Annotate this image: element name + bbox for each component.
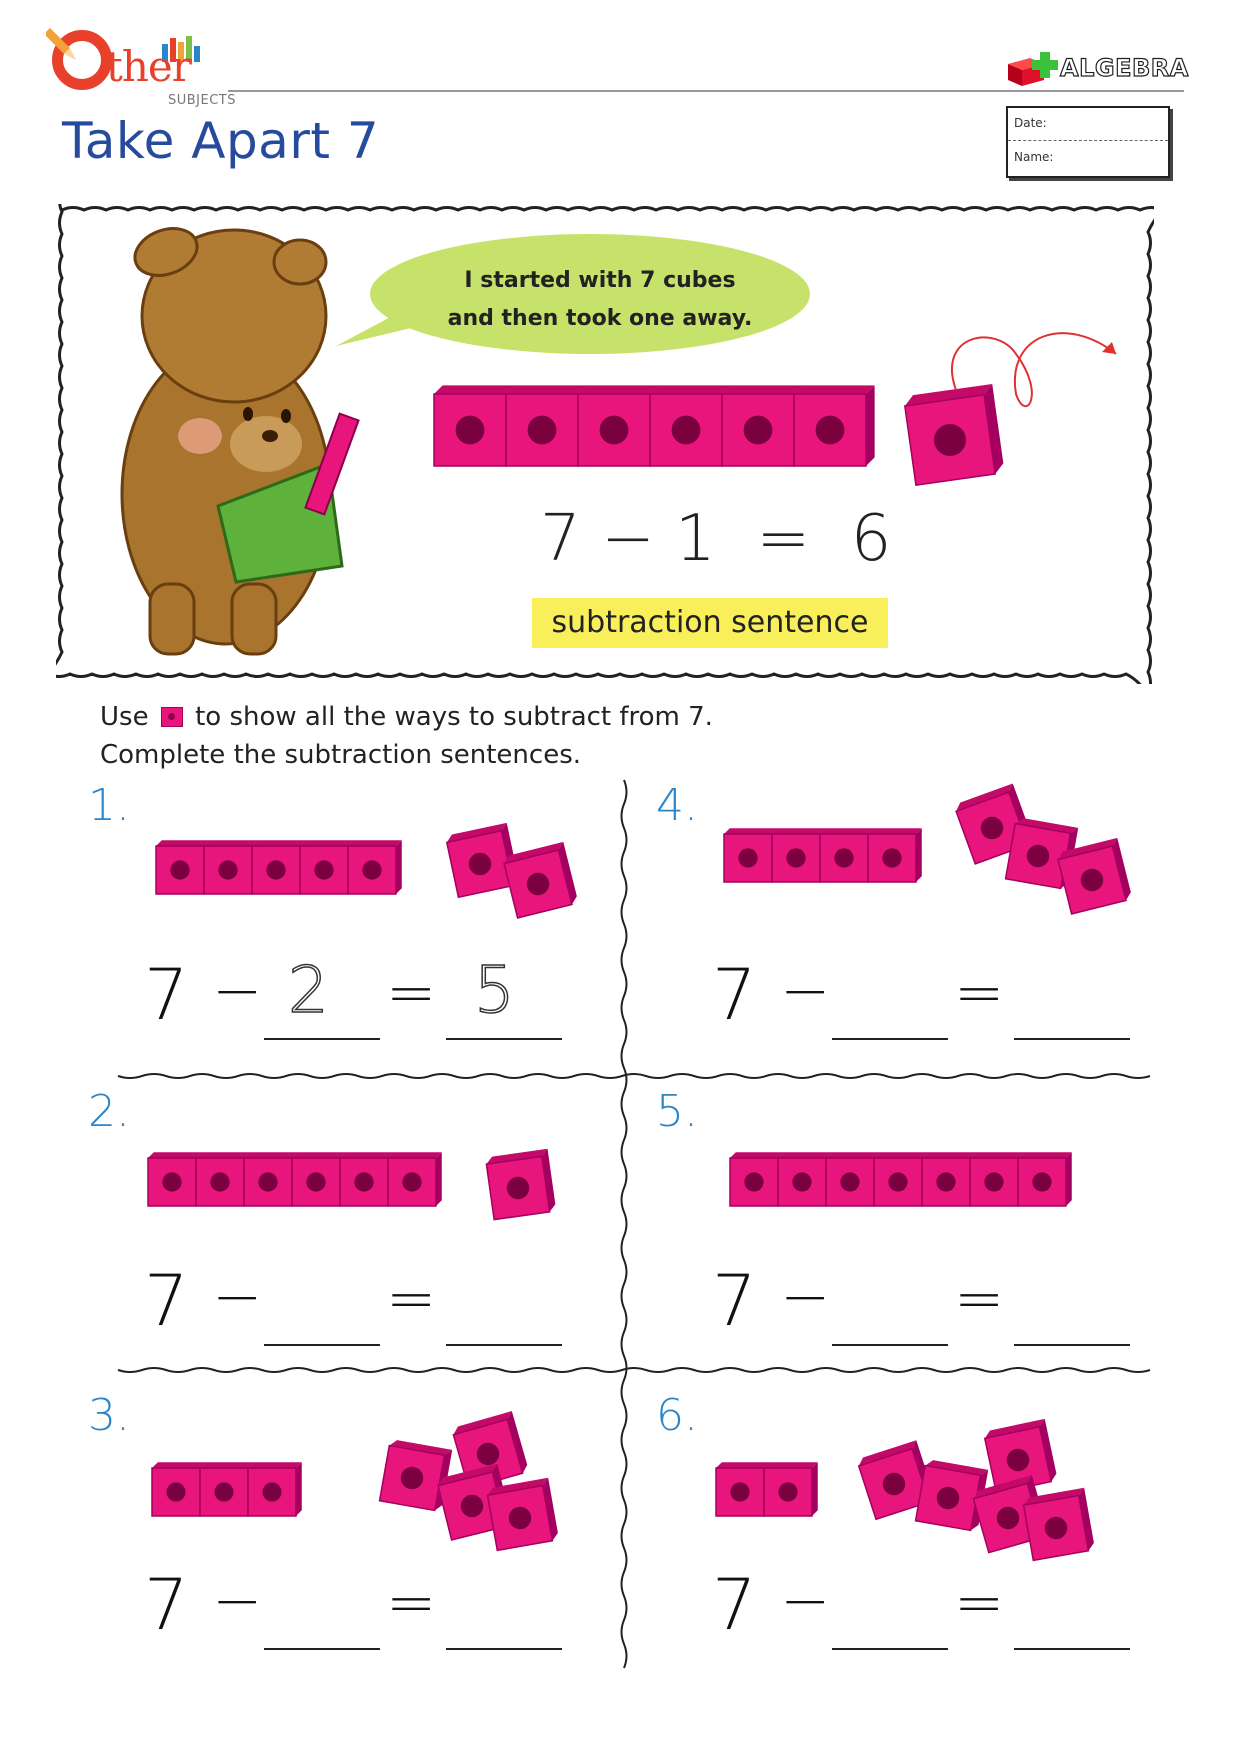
instruction-use: Use <box>100 702 149 732</box>
answer-blank[interactable] <box>1014 1648 1130 1650</box>
instruction-rest: to show all the ways to subtract from 7. <box>195 702 713 732</box>
answer-blank[interactable] <box>446 1038 562 1040</box>
train-cube <box>874 1152 928 1206</box>
train-cube <box>778 1152 832 1206</box>
equals-sign: = <box>954 958 1005 1028</box>
minus-sign: − <box>780 1566 831 1636</box>
date-label: Date: <box>1014 116 1047 130</box>
subtrahend-blank[interactable] <box>832 1038 948 1040</box>
speech-line-2: and then took one away. <box>447 306 753 331</box>
train-cube <box>1018 1152 1072 1206</box>
subtrahend-blank[interactable] <box>832 1344 948 1346</box>
subtraction-sentence-tag: subtraction sentence <box>532 598 888 648</box>
problem-number: 1. <box>88 780 130 831</box>
train-cube <box>248 1462 302 1516</box>
problem-number: 3. <box>88 1390 130 1441</box>
equals-sign: = <box>386 1264 437 1334</box>
train-cube <box>772 828 826 882</box>
example-equation: 7 − 1 = 6 <box>540 502 892 576</box>
problem-number: 6. <box>656 1390 698 1441</box>
train-cube <box>826 1152 880 1206</box>
loose-cube <box>1022 1488 1095 1561</box>
subtrahend-field[interactable]: 2 <box>288 954 329 1028</box>
minus-sign: − <box>212 1262 263 1332</box>
train-cube <box>970 1152 1024 1206</box>
speech-line-1: I started with 7 cubes <box>464 268 736 293</box>
subject-label: ALGEBRA <box>1060 54 1189 82</box>
answer-blank[interactable] <box>446 1648 562 1650</box>
answer-blank[interactable] <box>446 1344 562 1346</box>
train-cube <box>244 1152 298 1206</box>
loose-cube <box>485 1149 556 1220</box>
train-cube <box>152 1462 206 1516</box>
train-cube <box>300 840 354 894</box>
minus-sign: − <box>212 1566 263 1636</box>
train-cube <box>204 840 258 894</box>
equals-sign: = <box>386 1568 437 1638</box>
answer-blank[interactable] <box>1014 1038 1130 1040</box>
train-cube <box>868 828 922 882</box>
start-number: 7 <box>712 1260 757 1342</box>
train-cube <box>292 1152 346 1206</box>
problem-cubes <box>148 783 1132 1560</box>
minus-sign: − <box>780 1262 831 1332</box>
train-cube <box>252 840 306 894</box>
subtrahend-blank[interactable] <box>264 1648 380 1650</box>
answer-blank[interactable] <box>1014 1344 1130 1346</box>
instruction-line-2: Complete the subtraction sentences. <box>100 740 581 770</box>
train-cube <box>764 1462 818 1516</box>
horizontal-divider-1 <box>118 1074 1150 1078</box>
logo-subtitle: SUBJECTS <box>168 93 237 108</box>
train-cube <box>340 1152 394 1206</box>
start-number: 7 <box>712 1564 757 1646</box>
start-number: 7 <box>712 954 757 1036</box>
minus-sign: − <box>780 956 831 1026</box>
problem-number: 2. <box>88 1086 130 1137</box>
train-cube <box>730 1152 784 1206</box>
train-cube <box>148 1152 202 1206</box>
train-cube <box>196 1152 250 1206</box>
loose-cube <box>486 1478 559 1551</box>
horizontal-divider-2 <box>118 1368 1150 1372</box>
subtrahend-blank[interactable] <box>832 1648 948 1650</box>
subtrahend-blank[interactable] <box>264 1344 380 1346</box>
equals-sign: = <box>954 1568 1005 1638</box>
logo-text: ther <box>106 42 191 91</box>
equals-sign: = <box>954 1264 1005 1334</box>
subtrahend-blank[interactable] <box>264 1038 380 1040</box>
start-number: 7 <box>144 1564 189 1646</box>
start-number: 7 <box>144 1260 189 1342</box>
train-cube <box>388 1152 442 1206</box>
answer-field[interactable]: 5 <box>474 954 515 1028</box>
equals-sign: = <box>386 958 437 1028</box>
train-cube <box>156 840 210 894</box>
vertical-divider <box>622 780 627 1668</box>
page-title: Take Apart 7 <box>62 112 380 170</box>
train-cube <box>724 828 778 882</box>
problem-number: 4. <box>656 780 698 831</box>
problem-number: 5. <box>656 1086 698 1137</box>
train-cube <box>200 1462 254 1516</box>
minus-sign: − <box>212 956 263 1026</box>
train-cube <box>348 840 402 894</box>
start-number: 7 <box>144 954 189 1036</box>
loose-cube <box>502 842 578 918</box>
train-cube <box>820 828 874 882</box>
train-cube <box>922 1152 976 1206</box>
train-cube <box>716 1462 770 1516</box>
name-label: Name: <box>1014 150 1054 164</box>
